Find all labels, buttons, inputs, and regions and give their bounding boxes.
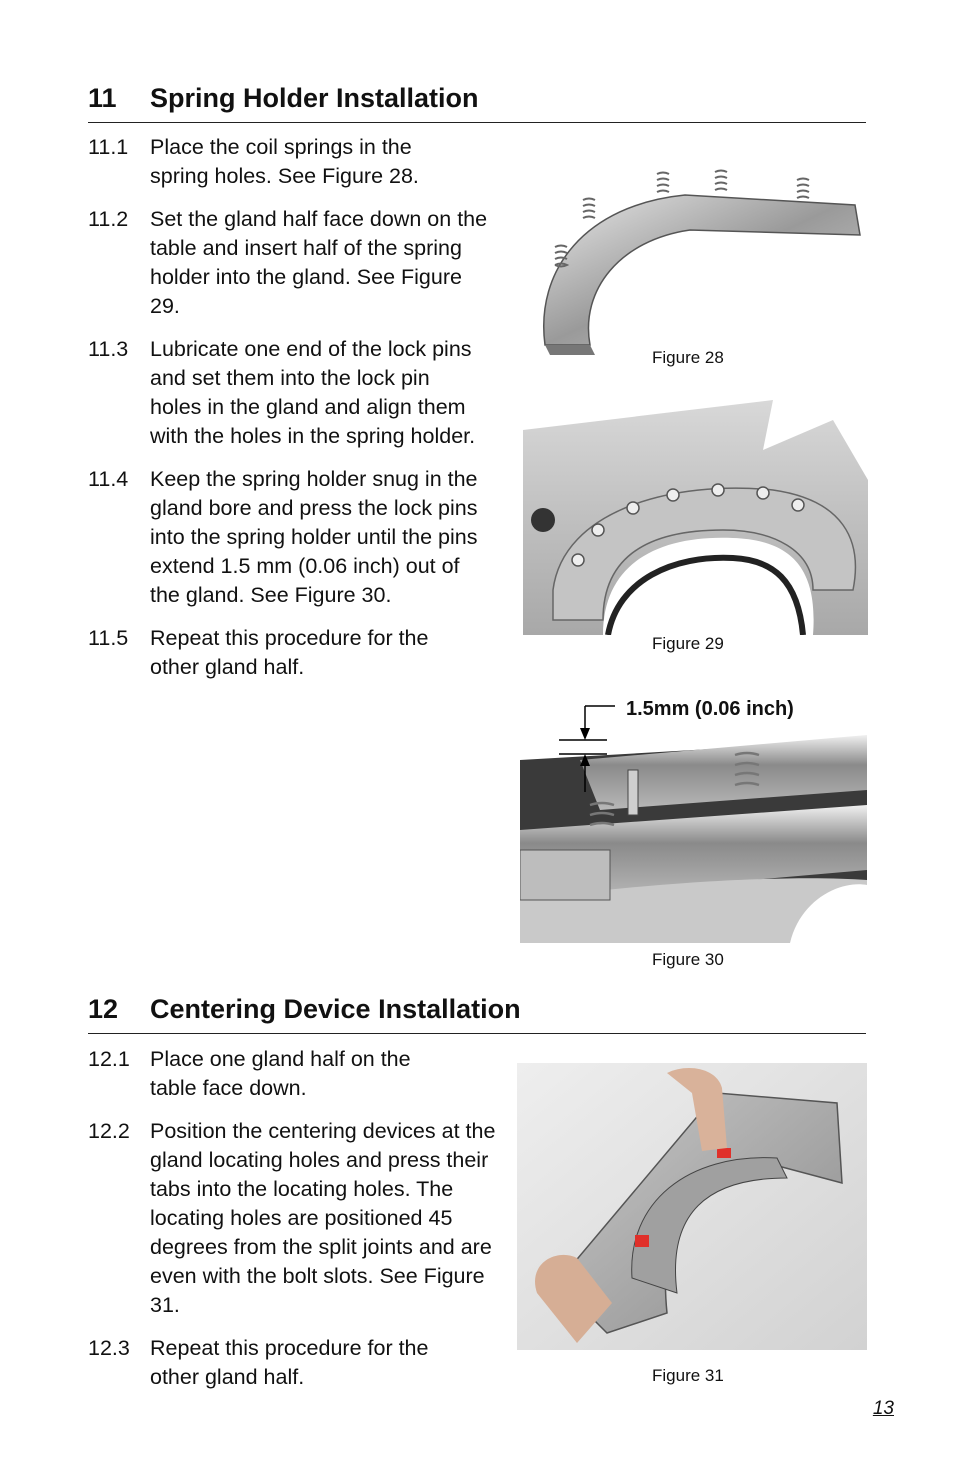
section-11-number: 11 [88, 83, 117, 113]
section-11-title-text: Spring Holder Installation [150, 83, 479, 113]
figure-28-caption: Figure 28 [652, 348, 724, 367]
figure-29-caption: Figure 29 [652, 634, 724, 653]
step-12-3 [88, 1334, 508, 1392]
section-11-header [88, 82, 866, 123]
figure-31-caption: Figure 31 [652, 1366, 724, 1385]
step-11-2 [88, 205, 508, 321]
step-number: 12.1 [88, 1047, 130, 1071]
step-11-5 [88, 624, 508, 682]
step-text: Place the coil springs in the spring holes. See Figure 28. [150, 135, 419, 188]
step-text: Place one gland half on the table face down. [150, 1047, 411, 1100]
step-text: Repeat this procedure for the other gland half. [150, 626, 429, 679]
section-11-steps [88, 133, 508, 696]
section-12-title [88, 993, 866, 1034]
step-text: Lubricate one end of the lock pins and set them into the lock pin holes in the gland and align them with the holes in the spring holder. [150, 337, 476, 448]
step-12-2 [88, 1117, 508, 1320]
figure-28-image [525, 150, 870, 355]
step-text: Repeat this procedure for the other gland half. [150, 1336, 429, 1389]
section-12-title-text: Centering Device Installation [150, 994, 521, 1024]
dimension-arrows-icon [555, 700, 625, 800]
step-12-1 [88, 1045, 508, 1103]
figure-31-image [517, 1063, 867, 1350]
figure-30-caption: Figure 30 [652, 950, 724, 969]
section-12-header [88, 993, 866, 1034]
step-number: 12.2 [88, 1119, 130, 1143]
step-text: Position the centering devices at the gland locating holes and press their tabs into the locating holes. The locating holes are positioned 45 degrees from the split joints and are even with the bolt slots. See Figure 31. [150, 1119, 496, 1317]
step-11-4 [88, 465, 508, 610]
section-12-number: 12 [88, 994, 119, 1024]
step-text: Keep the spring holder snug in the gland bore and press the lock pins into the spring holder until the pins extend 1.5 mm (0.06 inch) out of the gland. See Figure 30. [150, 467, 478, 607]
step-11-1 [88, 133, 508, 191]
step-11-3 [88, 335, 508, 451]
step-number: 11.4 [88, 467, 129, 491]
step-text: Set the gland half face down on the table and insert half of the spring holder into the gland. See Figure 29. [150, 207, 488, 318]
step-number: 11.3 [88, 337, 129, 361]
step-number: 11.1 [88, 135, 129, 159]
figure-29-image [523, 390, 868, 635]
section-12-steps [88, 1045, 508, 1406]
step-number: 12.3 [88, 1336, 130, 1360]
step-number: 11.2 [88, 207, 129, 231]
figure-30-callout: 1.5mm (0.06 inch) [626, 698, 794, 720]
step-number: 11.5 [88, 626, 129, 650]
page-number: 13 [872, 1398, 894, 1419]
section-11-title [88, 82, 866, 123]
